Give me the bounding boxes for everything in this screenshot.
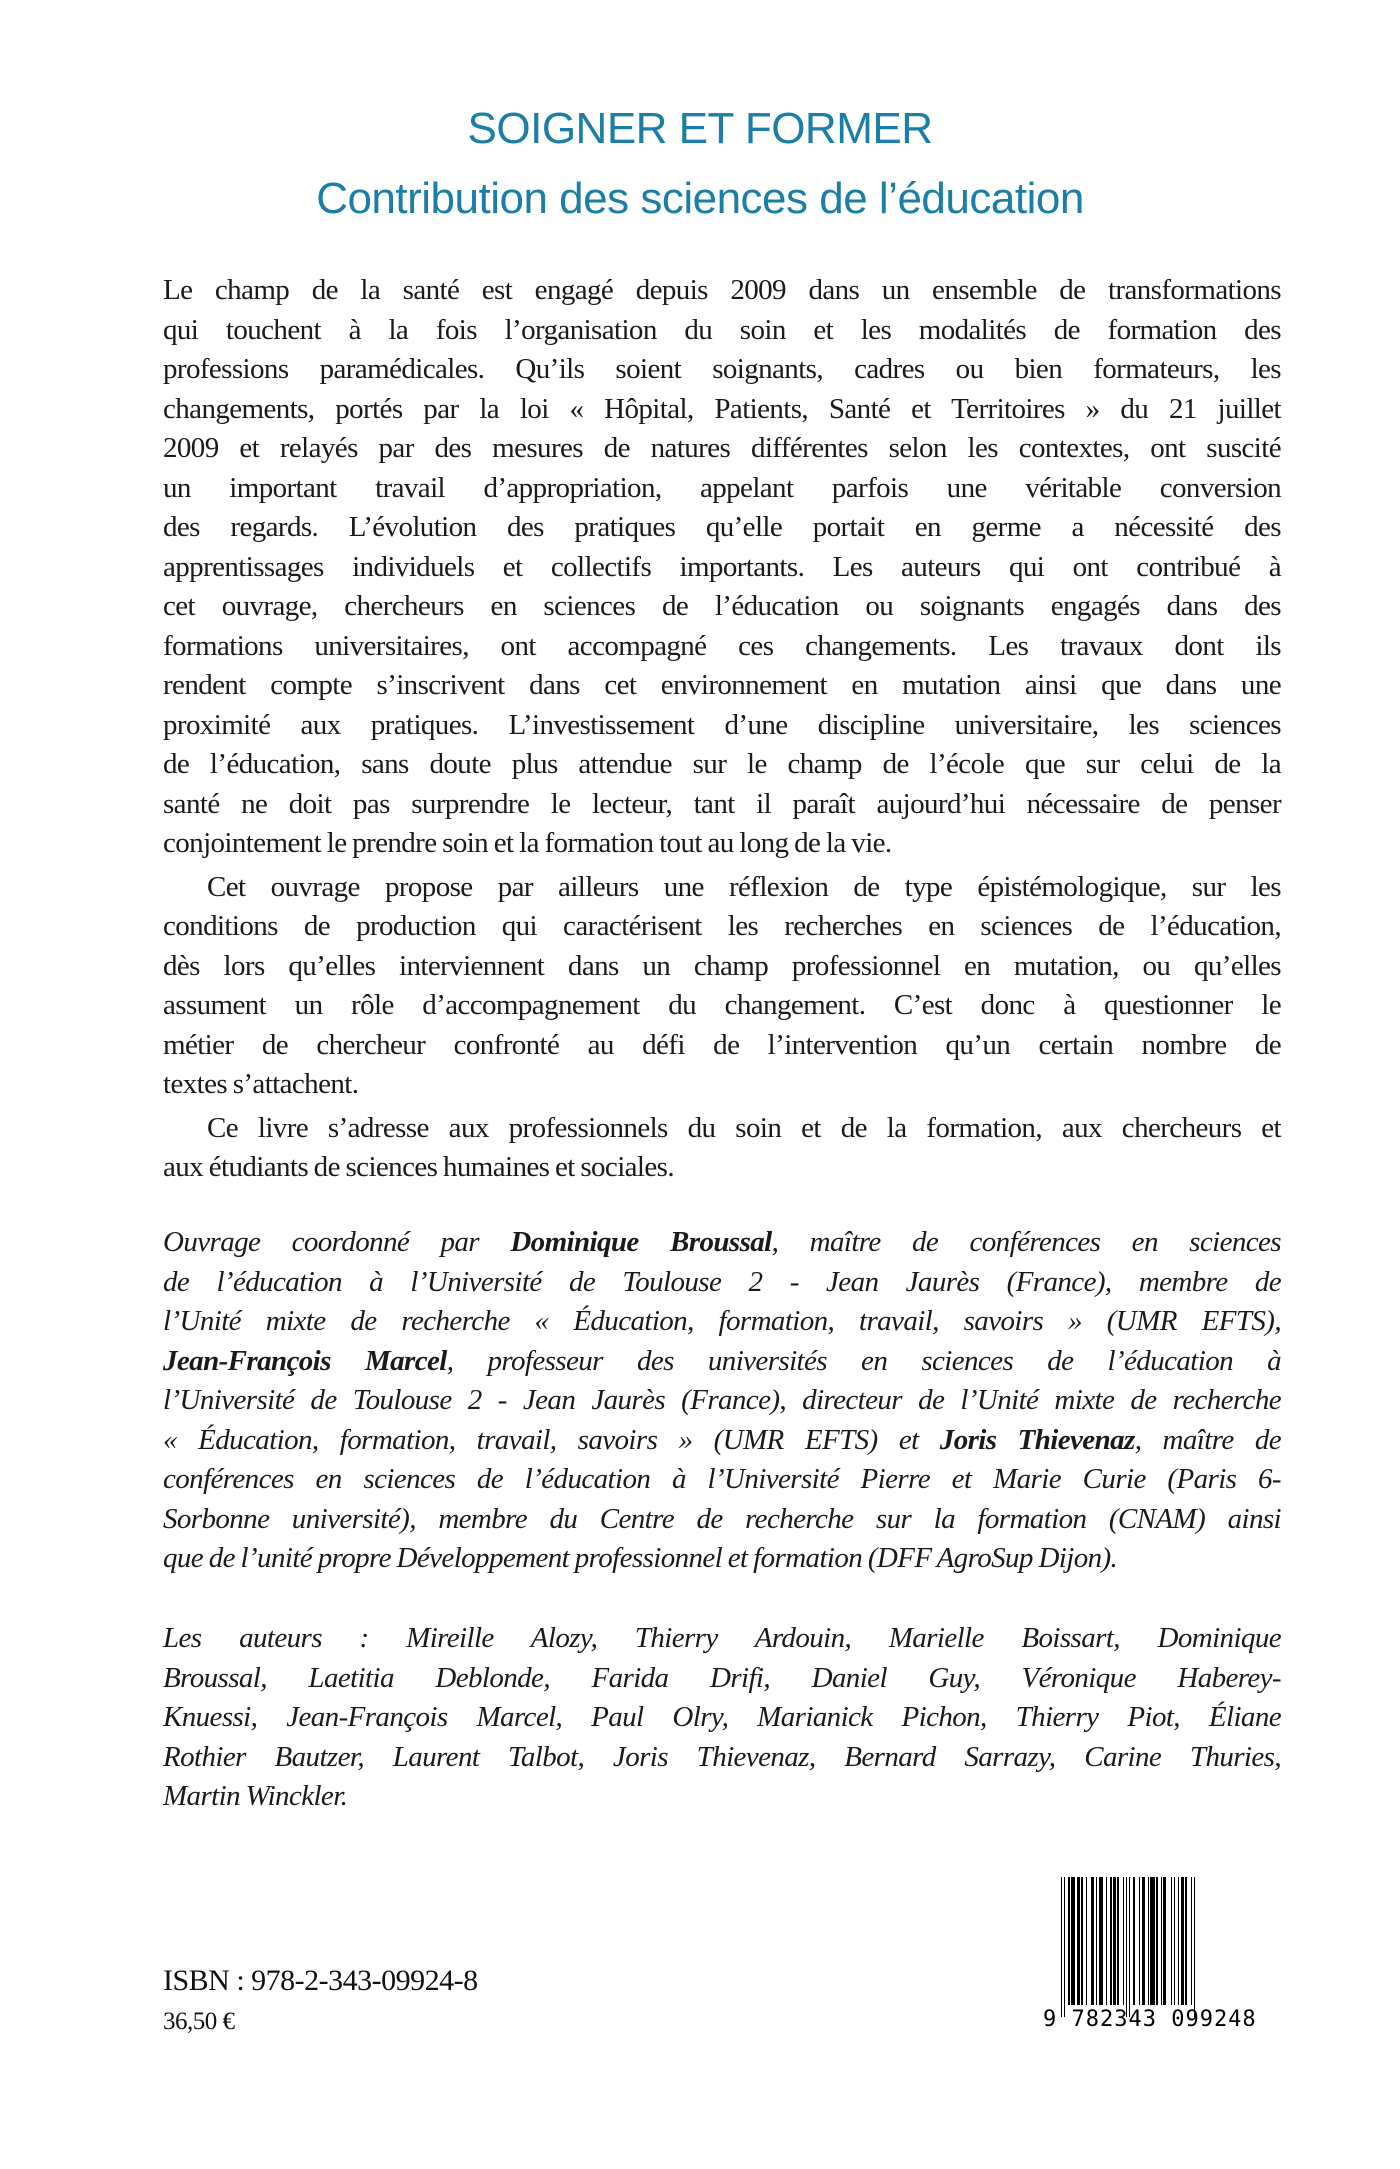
barcode bbox=[1043, 1877, 1283, 2042]
barcode-digits: 9 782343 099248 bbox=[1043, 2007, 1257, 2032]
coordinator-name: Dominique Broussal bbox=[510, 1226, 772, 1258]
author-line: Les auteurs : Mireille Alozy, Thierry Ardouin, Marielle Boissart, Dominique bbox=[163, 1622, 1281, 1654]
body-line: un important travail d’appropriation, appelant parfois une véritable conversion bbox=[163, 471, 1281, 504]
body-line: cet ouvrage, chercheurs en sciences de l’éducation ou soignants engagés dans des bbox=[163, 590, 1281, 622]
body-line: de l’éducation, sans doute plus attendue sur le champ de l’école que sur celui de la bbox=[163, 748, 1281, 780]
body-line: santé ne doit pas surprendre le lecteur, tant il paraît aujourd’hui nécessaire de penser bbox=[163, 787, 1281, 820]
body-line: conditions de production qui caractérisent les recherches en sciences de l’éducation, bbox=[163, 910, 1281, 942]
coordinator-name: Jean-François Marcel bbox=[163, 1344, 447, 1377]
coordinator-line: conférences en sciences de l’éducation à l’Université Pierre et Marie Curie (Paris 6- bbox=[163, 1463, 1281, 1495]
coordinator-line: Sorbonne université), membre du Centre de recherche sur la formation (CNAM) ainsi bbox=[163, 1502, 1281, 1535]
body-line: apprentissages individuels et collectifs importants. Les auteurs qui ont contribué à bbox=[163, 550, 1281, 583]
coordinator-line: de l’éducation à l’Université de Toulouse 2 - Jean Jaurès (France), membre de bbox=[163, 1265, 1281, 1298]
body-line: aux étudiants de sciences humaines et sociales. bbox=[163, 1151, 674, 1183]
body-line: 2009 et relayés par des mesures de natures différentes selon les contextes, ont suscité bbox=[163, 432, 1281, 464]
body-line: conjointement le prendre soin et la formation tout au long de la vie. bbox=[163, 827, 892, 859]
coordinator-name: Joris Thievenaz bbox=[939, 1423, 1135, 1456]
body-line: changements, portés par la loi « Hôpital, Patients, Santé et Territoires » du 21 juillet bbox=[163, 392, 1281, 425]
author-line: Broussal, Laetitia Deblonde, Farida Drifi, Daniel Guy, Véronique Haberey- bbox=[163, 1661, 1281, 1694]
coordinator-line: l’Université de Toulouse 2 - Jean Jaurès (France), directeur de l’Unité mixte de recherche bbox=[163, 1384, 1281, 1416]
body-line: assument un rôle d’accompagnement du changement. C’est donc à questionner le bbox=[163, 989, 1281, 1021]
body-line: Le champ de la santé est engagé depuis 2009 dans un ensemble de transformations bbox=[163, 274, 1281, 306]
body-line: professions paramédicales. Qu’ils soient soignants, cadres ou bien formateurs, les bbox=[163, 353, 1281, 385]
body-line: Cet ouvrage propose par ailleurs une réflexion de type épistémologique, sur les bbox=[207, 870, 1281, 903]
book-title: SOIGNER ET FORMER bbox=[467, 104, 933, 153]
body-line: formations universitaires, ont accompagné ces changements. Les travaux dont ils bbox=[163, 629, 1281, 662]
coordinator-line: l’Unité mixte de recherche « Éducation, formation, travail, savoirs » (UMR EFTS), bbox=[163, 1305, 1281, 1337]
author-line: Rothier Bautzer, Laurent Talbot, Joris Thievenaz, Bernard Sarrazy, Carine Thuries, bbox=[163, 1740, 1281, 1773]
book-subtitle: Contribution des sciences de l’éducation bbox=[316, 174, 1084, 223]
body-line: Ce livre s’adresse aux professionnels du soin et de la formation, aux chercheurs et bbox=[207, 1111, 1281, 1144]
isbn: ISBN : 978-2-343-09924-8 bbox=[163, 1964, 478, 1997]
price: 36,50 € bbox=[163, 2008, 235, 2035]
body-line: proximité aux pratiques. L’investissement d’une discipline universitaire, les sciences bbox=[163, 708, 1281, 741]
coordinator-line: Jean-François Marcel, professeur des universités en sciences de l’éducation à bbox=[163, 1344, 1281, 1377]
author-line: Martin Winckler. bbox=[163, 1780, 348, 1812]
body-line: textes s’attachent. bbox=[163, 1068, 359, 1100]
author-line: Knuessi, Jean-François Marcel, Paul Olry, Marianick Pichon, Thierry Piot, Éliane bbox=[163, 1701, 1281, 1733]
barcode-bars bbox=[1061, 1877, 1283, 2017]
body-line: qui touchent à la fois l’organisation du soin et les modalités de formation des bbox=[163, 313, 1281, 346]
coordinator-line: Ouvrage coordonné par Dominique Broussal, maître de conférences en sciences bbox=[163, 1226, 1281, 1258]
body-line: métier de chercheur confronté au défi de l’intervention qu’un certain nombre de bbox=[163, 1028, 1281, 1061]
coordinator-line: « Éducation, formation, travail, savoirs » (UMR EFTS) et Joris Thievenaz, maître de bbox=[163, 1423, 1281, 1456]
body-line: des regards. L’évolution des pratiques qu’elle portait en germe a nécessité des bbox=[163, 511, 1281, 543]
body-line: dès lors qu’elles interviennent dans un champ professionnel en mutation, ou qu’elles bbox=[163, 949, 1281, 982]
coordinator-line: que de l’unité propre Développement professionnel et formation (DFF AgroSup Dijon). bbox=[163, 1542, 1118, 1574]
body-line: rendent compte s’inscrivent dans cet environnement en mutation ainsi que dans une bbox=[163, 669, 1281, 701]
